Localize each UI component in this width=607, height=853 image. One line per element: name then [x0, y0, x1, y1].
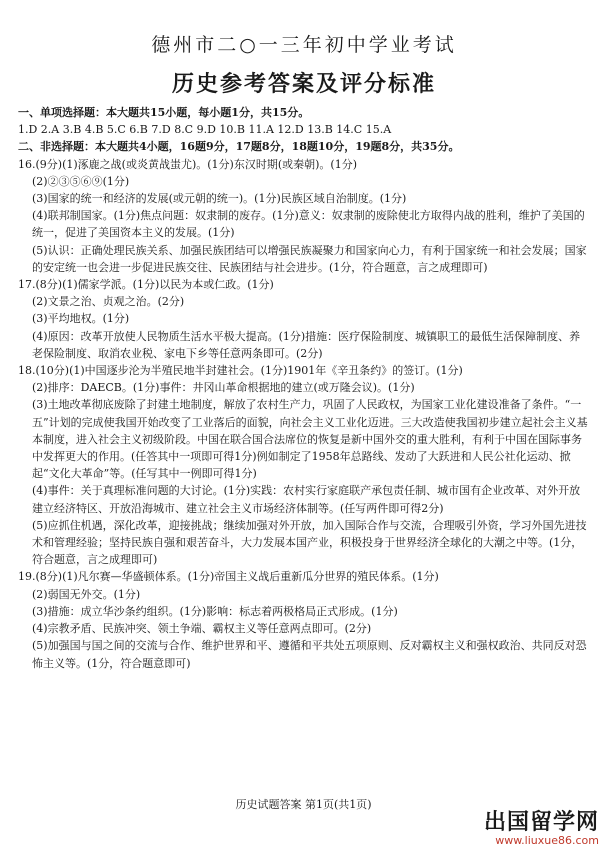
- q19-line-5: (5)加强国与国之间的交流与合作、维护世界和平、遵循和平共处五项原则、反对霸权主义和强权政治、共同反对恐怖主义等。(1分，符合题意即可): [32, 639, 587, 670]
- q18-line-1: 18.(10分)(1)中国逐步沦为半殖民地半封建社会。(1分)1901年《辛丑条约》的签订。(1分): [18, 364, 463, 378]
- answer-sheet: [18, 30, 590, 672]
- watermark-url: www.liuxue86.com: [495, 834, 599, 847]
- q18-line-4: (4)事件：关于真理标准问题的大讨论。(1分)实践：农村实行家庭联产承包责任制、城市国有企业改革、对外开放建立经济特区、开放沿海城市、建立社会主义市场经济体制等。(任写两件即可得2分): [32, 484, 581, 515]
- q19-line-2: (2)弱国无外交。(1分): [32, 587, 141, 601]
- q16-line-2: (2)②③⑤⑥⑨(1分): [32, 174, 130, 188]
- question-17: [18, 276, 590, 362]
- watermark-site-name: 出国留学网: [483, 810, 599, 835]
- q18-line-3: (3)土地改革彻底废除了封建土地制度，解放了农村生产力，巩固了人民政权，为国家工业化建设准备了条件。“一五”计划的完成使我国开始改变了工业落后的面貌，向社会主义工业化迈进。三大改造使我国初步建立起社会主义基本制度，进入社会主义初级阶段。中国在联合国合法席位的恢复是新中国外交的重大胜利，有利于中国在国际事务中发挥更大的作用。(任答其中一项即可得1分)例如制定了1958年总路线、发动了大跃进和人民公社化运动、掀起“文化大革命”等。(任写其中一例即可得1分): [32, 398, 588, 481]
- watermark: [484, 805, 599, 847]
- section1-heading: 一、单项选择题：本大题共15小题，每小题1分，共15分。: [18, 106, 310, 119]
- q16-line-4: (4)联邦制国家。(1分)焦点问题：奴隶制的废存。(1分)意义：奴隶制的废除使北方取得内战的胜利，维护了美国的统一，促进了美国资本主义的发展。(1分): [32, 209, 585, 240]
- q18-line-2: (2)排序：DAECB。(1分)事件：井冈山革命根据地的建立(或万隆会议)。(1分): [32, 381, 415, 395]
- q18-line-5: (5)应抓住机遇，深化改革，迎接挑战；继续加强对外开放，加入国际合作与交流，合理吸引外资，学习外国先进技术和管理经验；坚持民族自强和艰苦奋斗，大力发展本国产业，积极投身于世界经济全球化的大潮之中等。(1分，符合题意，言之成理即可): [32, 518, 587, 567]
- q17-line-3: (3)平均地权。(1分): [32, 312, 130, 326]
- q17-line-2: (2)文景之治、贞观之治。(2分): [32, 295, 185, 309]
- page-footer: 历史试题答案 第1页(共1页): [235, 798, 372, 811]
- question-19: [18, 568, 590, 671]
- section1-answers: 1.D 2.A 3.B 4.B 5.C 6.B 7.D 8.C 9.D 10.B 11.A 12.D 13.B 14.C 15.A: [18, 123, 392, 137]
- q19-line-4: (4)宗教矛盾、民族冲突、领土争端、霸权主义等任意两点即可。(2分): [32, 622, 372, 636]
- question-16: [18, 156, 590, 276]
- q16-line-1: 16.(9分)(1)涿鹿之战(或炎黄战蚩尤)。(1分)东汉时期(或秦朝)。(1分): [18, 157, 357, 171]
- q16-line-5: (5)认识：正确处理民族关系、加强民族团结可以增强民族凝聚力和国家向心力，有利于国家统一和社会发展；国家的安定统一也会进一步促进民族交往、民族团结与社会进步。(1分，符合题意，言之成理即可): [32, 243, 587, 274]
- document-title: 历史参考答案及评分标准: [171, 71, 436, 97]
- q16-line-3: (3)国家的统一和经济的发展(或元朝的统一)。(1分)民族区域自治制度。(1分): [32, 192, 407, 206]
- q17-line-4: (4)原因：改革开放使人民物质生活水平极大提高。(1分)措施：医疗保险制度、城镇职工的最低生活保障制度、养老保险制度、取消农业税、家电下乡等任意两条即可。(2分): [32, 329, 581, 360]
- q19-line-3: (3)措施：成立华沙条约组织。(1分)影响：标志着两极格局正式形成。(1分): [32, 604, 398, 618]
- exam-title: 德州市二○一三年初中学业考试: [151, 34, 457, 56]
- q17-line-1: 17.(8分)(1)儒家学派。(1分)以民为本或仁政。(1分): [18, 278, 274, 292]
- section2-heading: 二、非选择题：本大题共4小题，16题9分，17题8分，18题10分，19题8分，共35分。: [18, 140, 460, 154]
- q19-line-1: 19.(8分)(1)凡尔赛—华盛顿体系。(1分)帝国主义战后重新瓜分世界的殖民体系。(1分): [18, 570, 439, 584]
- question-18: [18, 362, 590, 568]
